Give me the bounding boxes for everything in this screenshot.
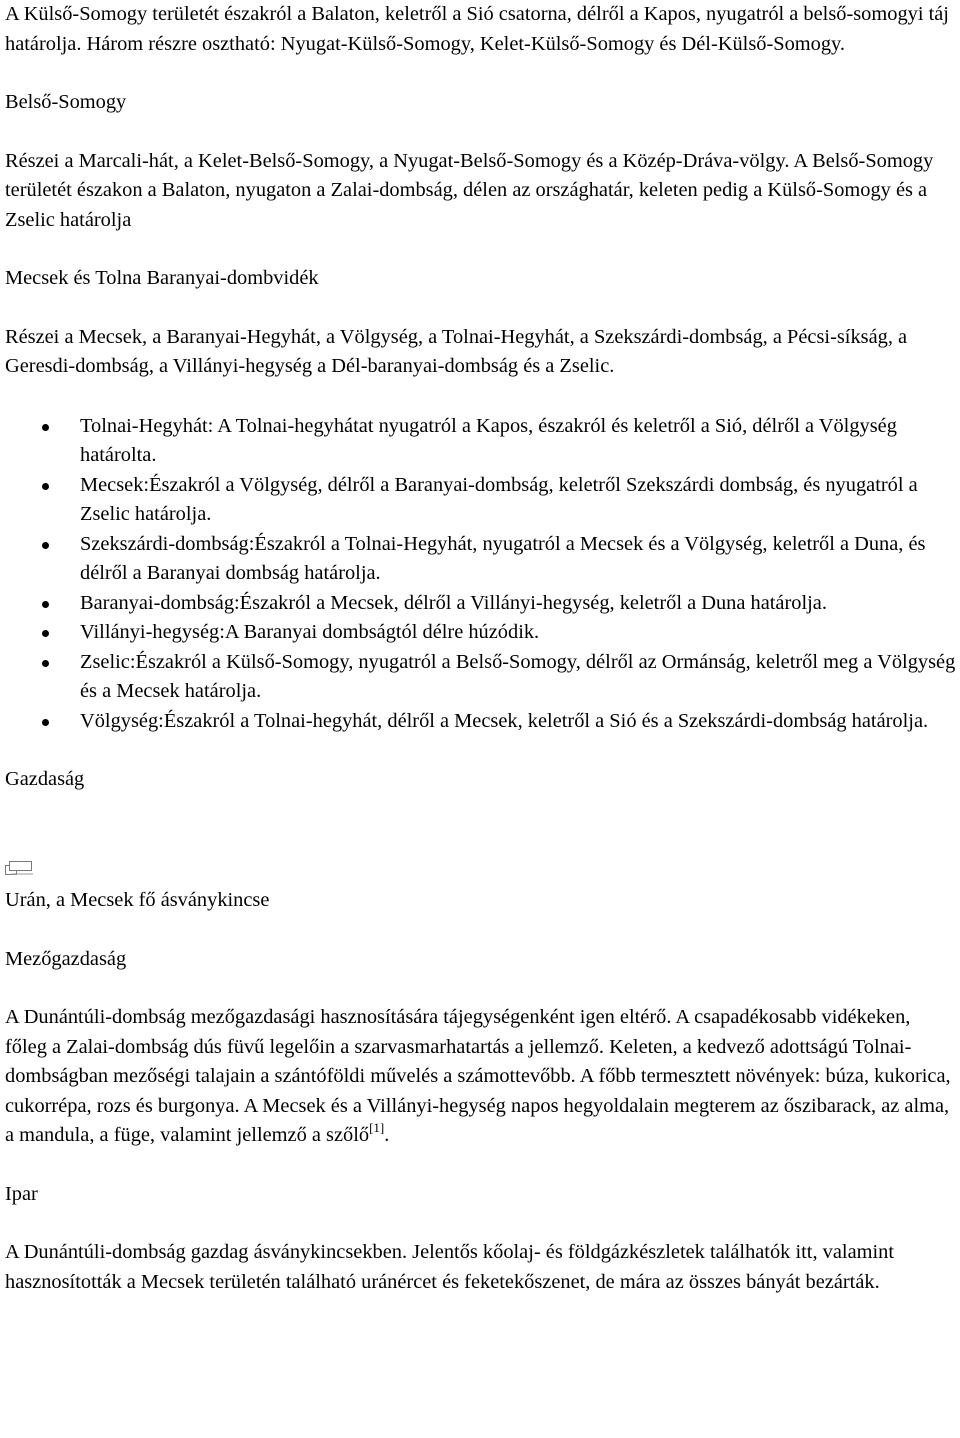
list-item [80, 618, 957, 648]
bullet-icon [42, 719, 49, 726]
paragraph-mezogazdasag [5, 1003, 957, 1151]
image-caption-uran: Urán, a Mecsek fő ásványkincse [5, 889, 270, 911]
heading-mecsek-tolna: Mecsek és Tolna Baranyai-dombvidék [5, 267, 319, 289]
list-item-text: Völgység:Északról a Tolnai-hegyhát, délről a Mecsek, keletről a Sió és a Szekszárdi-dombság határolja. [80, 709, 929, 732]
heading-belso-somogy: Belső-Somogy [5, 91, 127, 113]
paragraph-mezogazdasag-text: A Dunántúli-dombság mezőgazdasági hasznosítására tájegységenként igen eltérő. A csapadékosabb vidékeken, főleg a Zalai-dombság dús füvű legelőin a szarvasmarhatartás a jellemző. Keleten, a kedvező adottságú Tolnai-dombságban mezőségi talajain a szántóföldi művelés a számottevőbb. A főbb termesztett növények: búza, kukorica, cukorrépa, rozs és burgonya. A Mecsek és a Villányi-hegység napos hegyoldalain megterem az őszibarack, az alma, a mandula, a füge, valamint jellemző a szőlő [5, 1006, 951, 1146]
list-item [80, 412, 957, 471]
broken-image-icon [5, 861, 35, 877]
paragraph-belso-somogy: Részei a Marcali-hát, a Kelet-Belső-Somogy, a Nyugat-Belső-Somogy és a Közép-Dráva-völgy. A Belső-Somogy területét északon a Balaton, nyugaton a Zalai-dombság, délen az országhatár, keleten pedig a Külső-Somogy és a Zselic határolja [5, 149, 934, 231]
list-item [80, 648, 957, 707]
list-item-text: Szekszárdi-dombság:Északról a Tolnai-Hegyhát, nyugatról a Mecsek és a Völgység, keletről a Duna, és délről a Baranyai dombság határolja. [80, 532, 926, 584]
heading-mezogazdasag: Mezőgazdaság [5, 947, 127, 970]
list-item-text: Mecsek:Északról a Völgység, délről a Baranyai-dombság, keletről Szekszárdi dombság, és nyugatról a Zselic határolja. [80, 473, 918, 525]
paragraph-ipar: A Dunántúli-dombság gazdag ásványkincsekben. Jelentős kőolaj- és földgázkészletek találhatók itt, valamint hasznosították a Mecsek területén található uránércet és feketekőszenet, de mára az összes bányát bezárták. [5, 1241, 895, 1293]
bullet-icon [42, 630, 49, 637]
paragraph-kulso-somogy: A Külső-Somogy területét északról a Balaton, keletről a Sió csatorna, délről a Kapos, nyugatról a belső-somogyi táj határolja. Három részre osztható: Nyugat-Külső-Somogy, Kelet-Külső-Somogy és Dél-Külső-Somogy. [5, 3, 949, 55]
footnote-reference-link[interactable]: [1] [369, 1120, 385, 1135]
paragraph-mecsek-reszei: Részei a Mecsek, a Baranyai-Hegyhát, a Völgység, a Tolnai-Hegyhát, a Szekszárdi-dombság, a Pécsi-síkság, a Geresdi-dombság, a Villányi-hegység a Dél-baranyai-dombság és a Zselic. [5, 325, 908, 377]
list-item-text: Tolnai-Hegyhát: A Tolnai-hegyhátat nyugatról a Kapos, északról és keletről a Sió, délről a Völgység határolta. [80, 414, 897, 466]
bullet-icon [42, 542, 49, 549]
region-bullet-list [5, 412, 957, 737]
image-block [5, 857, 957, 887]
bullet-icon [42, 483, 49, 490]
paragraph-mezogazdasag-end: . [384, 1124, 390, 1146]
list-item [80, 530, 957, 589]
bullet-icon [42, 601, 49, 608]
bullet-icon [42, 424, 49, 431]
list-item [80, 589, 957, 619]
list-item-text: Zselic:Északról a Külső-Somogy, nyugatról a Belső-Somogy, délről az Ormánság, keletről meg a Völgység és a Mecsek határolja. [80, 650, 956, 702]
heading-ipar: Ipar [5, 1182, 38, 1205]
bullet-icon [42, 660, 49, 667]
list-item [80, 707, 957, 737]
list-item-text: Baranyai-dombság:Északról a Mecsek, délről a Villányi-hegység, keletről a Duna határolja. [80, 591, 827, 614]
heading-gazdasag: Gazdaság [5, 768, 85, 790]
list-item-text: Villányi-hegység:A Baranyai dombságtól délre húzódik. [80, 621, 540, 643]
list-item [80, 471, 957, 530]
